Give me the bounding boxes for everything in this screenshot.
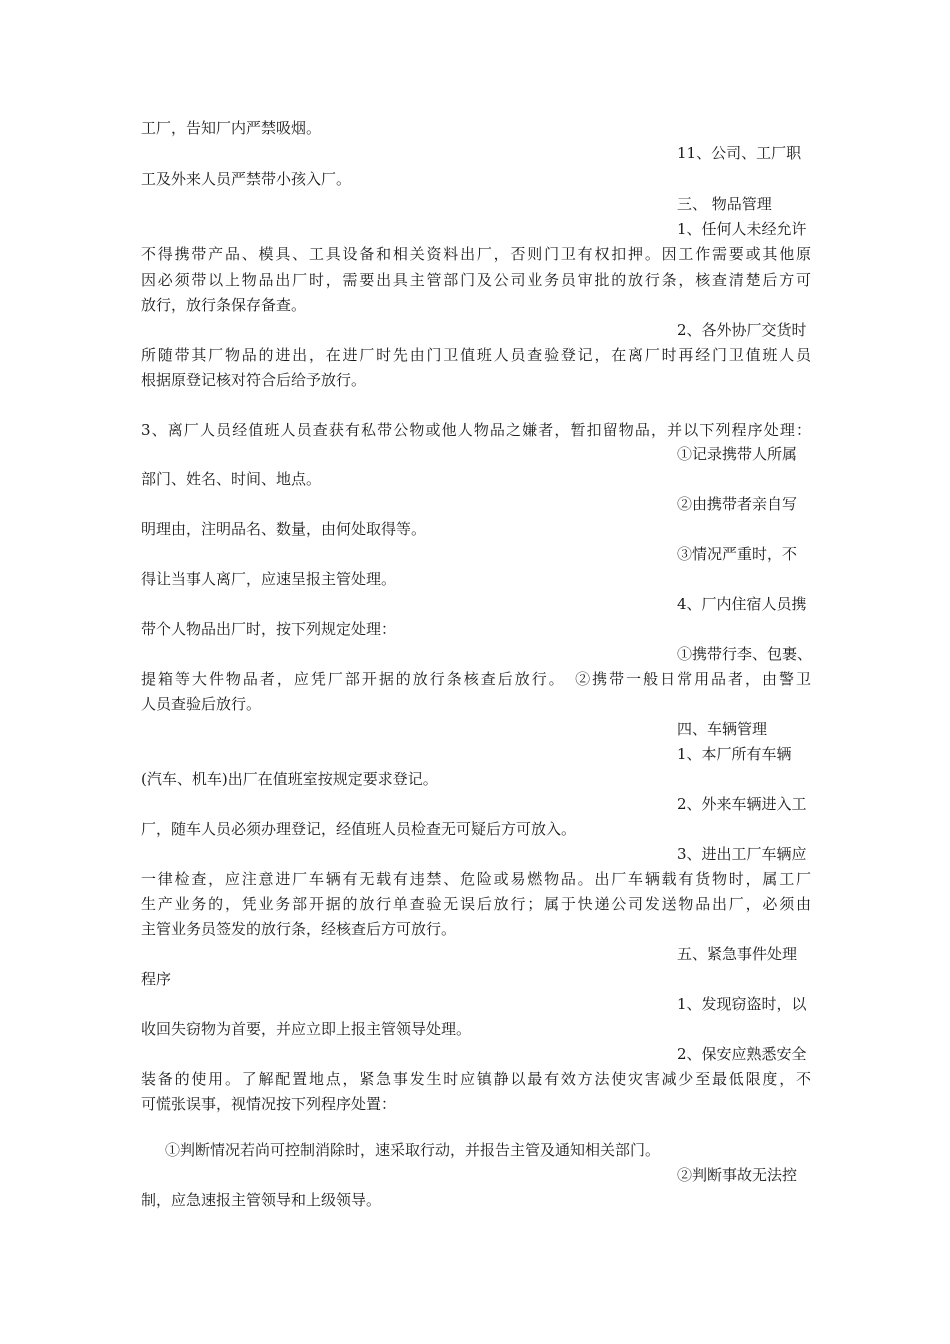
text-line: 1、本厂所有车辆 [677, 745, 792, 763]
text-line: ①携带行李、包裹、 [677, 645, 813, 663]
text-line: 根据原登记核对符合后给予放行。 [141, 371, 367, 389]
text-line: 2、保安应熟悉安全 [677, 1045, 807, 1063]
text-line: ①记录携带人所属 [677, 445, 798, 463]
text-line: 部门、姓名、时间、地点。 [141, 470, 322, 488]
text-line: 2、各外协厂交货时 [677, 321, 807, 339]
text-line: 2、外来车辆进入工 [677, 795, 807, 813]
text-line: 一律检查，应注意进厂车辆有无载有违禁、危险或易燃物品。出厂车辆载有货物时，属工厂 [141, 870, 811, 888]
text-line: 装备的使用。了解配置地点，紧急事发生时应镇静以最有效方法使灾害减少至最低限度，不 [141, 1070, 811, 1088]
section-heading: 三、 物品管理 [677, 195, 772, 213]
text-line: 所随带其厂物品的进出，在进厂时先由门卫值班人员查验登记，在离厂时再经门卫值班人员 [141, 346, 811, 364]
text-line: 程序 [141, 970, 172, 988]
text-line: 人员查验后放行。 [141, 695, 262, 713]
text-line: 收回失窃物为首要，并应立即上报主管领导处理。 [141, 1020, 472, 1038]
text-line: 厂，随车人员必须办理登记，经值班人员检查无可疑后方可放入。 [141, 820, 577, 838]
text-line: 生产业务的，凭业务部开据的放行单查验无误后放行；属于快递公司发送物品出厂，必须由 [141, 895, 811, 913]
text-line: 得让当事人离厂，应速呈报主管处理。 [141, 570, 397, 588]
text-line: ②判断事故无法控 [677, 1166, 798, 1184]
text-line: 3、离厂人员经值班人员查获有私带公物或他人物品之嫌者，暂扣留物品，并以下列程序处理： [141, 421, 811, 439]
text-line: ①判断情况若尚可控制消除时，速采取行动，并报告主管及通知相关部门。 [165, 1141, 661, 1159]
text-line: 带个人物品出厂时，按下列规定处理： [141, 620, 397, 638]
text-line: 可慌张误事，视情况按下列程序处置： [141, 1095, 397, 1113]
text-line: ③情况严重时，不 [677, 545, 798, 563]
section-heading: 五、紧急事件处理 [677, 945, 798, 963]
text-line: 4、厂内住宿人员携 [677, 595, 807, 613]
text-line: 制，应急速报主管领导和上级领导。 [141, 1191, 382, 1209]
text-line: 主管业务员签发的放行条，经核查后方可放行。 [141, 920, 457, 938]
text-line: 明理由，注明品名、数量，由何处取得等。 [141, 520, 427, 538]
text-line: 放行，放行条保存备查。 [141, 296, 307, 314]
text-line: 因必须带以上物品出厂时，需要出具主管部门及公司业务员审批的放行条，核查清楚后方可 [141, 271, 811, 289]
text-line: 提箱等大件物品者，应凭厂部开据的放行条核查后放行。 ②携带一般日常用品者，由警卫 [141, 670, 811, 688]
text-line: 工厂，告知厂内严禁吸烟。 [141, 119, 322, 137]
section-heading: 四、车辆管理 [677, 720, 768, 738]
text-line: 3、进出工厂车辆应 [677, 845, 807, 863]
text-line: 工及外来人员严禁带小孩入厂。 [141, 170, 352, 188]
text-line: 1、发现窃盗时，以 [677, 995, 807, 1013]
text-line: 不得携带产品、模具、工具设备和相关资料出厂，否则门卫有权扣押。因工作需要或其他原 [141, 245, 811, 263]
text-line: ②由携带者亲自写 [677, 495, 798, 513]
text-line: 11、公司、工厂职 [677, 144, 802, 162]
text-line: 1、任何人未经允许 [677, 220, 807, 238]
text-line: (汽车、机车)出厂在值班室按规定要求登记。 [141, 770, 438, 788]
